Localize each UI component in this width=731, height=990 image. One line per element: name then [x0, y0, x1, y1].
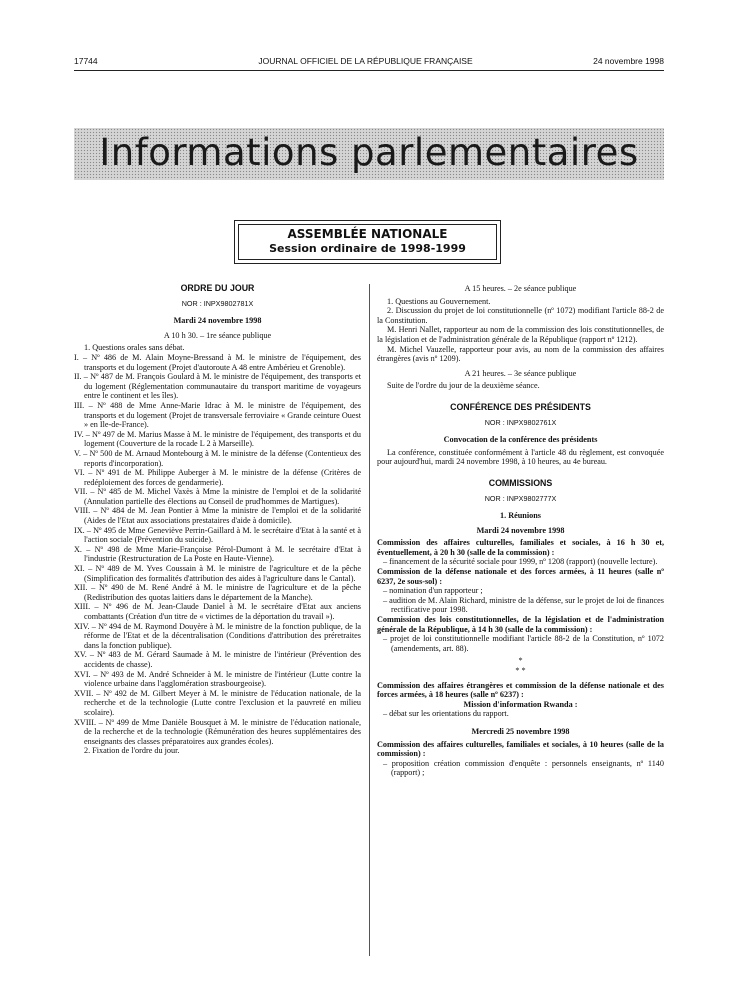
commissions-heading: COMMISSIONS — [488, 477, 553, 488]
list-item: XI. – Nº 489 de M. Yves Coussain à M. le ministre de l'agriculture et de la pêche (Simplification des formalités d'attribution des aides à l'agriculture dans le Cantal). — [74, 564, 361, 583]
section-banner — [74, 128, 664, 180]
conference-subheading: Convocation de la conférence des présidents — [443, 435, 598, 445]
list-item: II. – Nº 487 de M. François Goulard à M. le ministre de l'équipement, des transports et du logement (Réglementation communautaire du transport maritime de voyageurs entre le continent et les îles). — [74, 372, 361, 401]
commission-title: Commission des affaires étrangères et commission de la défense nationale et des forces armées, à 18 heures (salle nº 6237) : — [377, 680, 664, 700]
commissions-nor: NOR : INPX9802777X — [484, 493, 557, 503]
list-item: IV. – Nº 497 de M. Marius Masse à M. le ministre de l'équipement, des transports et du logement (Couverture de la rocade L 2 à Marseille). — [74, 429, 361, 449]
list-item: III. – Nº 488 de Mme Anne-Marie Idrac à M. le ministre de l'équipement, des transports et du logement (Projet de transversale ferroviaire « Grande ceinture Ouest » en Ile-de-France). — [74, 400, 361, 430]
list-item: XVII. – Nº 492 de M. Gilbert Meyer à M. le ministre de l'éducation nationale, de la recherche et de la technologie (Lutte contre l'exclusion et la pauvreté en milieu scolaire). — [74, 688, 361, 717]
list-item: VII. – Nº 485 de M. Michel Vaxès à Mme la ministre de l'emploi et de la solidarité (Annulation partielle des élections au Conseil de prud'hommes de Martigues). — [74, 487, 361, 506]
list-item: 1. Questions au Gouvernement. — [387, 296, 491, 306]
conference-text: La conférence, constituée conformément à l'article 48 du règlement, est convoquée pour aujourd'hui, mardi 24 novembre 1998, à 10 heures, au 4e bureau. — [377, 447, 664, 467]
list-item: M. Michel Vauzelle, rapporteur pour avis, au nom de la commission des affaires étrangères (avis nº 1209). — [377, 344, 664, 364]
list-item: 2. Discussion du projet de loi constitutionnelle (nº 1072) modifiant l'article 88-2 de la Constitution. — [377, 306, 664, 325]
list-item: VI. – Nº 491 de M. Philippe Auberger à M. le ministre de la défense (Critères de redéploiement des forces de gendarmerie). — [74, 468, 361, 487]
commission-title: Commission des affaires culturelles, familiales et sociales, à 10 heures (salle de la commission) : — [377, 739, 664, 759]
chamber-box — [234, 220, 501, 264]
banner-title: Informations parlementaires — [99, 131, 639, 174]
session-3-heading: A 21 heures. – 3e séance publique — [464, 368, 577, 378]
list-item: – débat sur les orientations du rapport. — [383, 709, 509, 719]
list-item: XIV. – Nº 494 de M. Raymond Douyère à M. le ministre de la fonction publique, de la réforme de l'Etat et de la décentralisation (Conditions d'attribution des préretraites dans la fonction publique). — [74, 621, 361, 650]
session-3-text: Suite de l'ordre du jour de la deuxième séance. — [387, 381, 540, 391]
right-column — [377, 284, 664, 778]
agenda-item-1: 1. Questions orales sans débat. — [84, 343, 185, 353]
meetings-date-1: Mardi 24 novembre 1998 — [476, 525, 565, 535]
list-item: XV. – Nº 483 de M. Gérard Saumade à M. le ministre de l'intérieur (Prévention des accidents de chasse). — [74, 650, 361, 669]
list-item: – financement de la sécurité sociale pour 1999, nº 1208 (rapport) (nouvelle lecture). — [383, 557, 658, 567]
commission-title: Commission de la défense nationale et des forces armées, à 11 heures (salle nº 6237, 2e sous-sol) : — [377, 567, 664, 586]
conference-heading: CONFÉRENCE DES PRÉSIDENTS — [450, 401, 591, 412]
list-item: XVIII. – Nº 499 de Mme Danièle Bousquet à M. le ministre de l'éducation nationale, de la recherche et de la technologie (Rémunération des heures supplémentaires des enseignants des classes préparatoires aux grandes écoles). — [74, 717, 361, 746]
page-number: 17744 — [74, 56, 98, 66]
agenda-nor: NOR : INPX9802781X — [181, 298, 254, 308]
meetings-date-2: Mercredi 25 novembre 1998 — [471, 726, 570, 736]
conference-nor: NOR : INPX9802761X — [484, 417, 557, 427]
list-item: – audition de M. Alain Richard, ministre de la défense, sur le projet de loi de finances rectificative pour 1998. — [383, 595, 664, 615]
chamber-name: ASSEMBLÉE NATIONALE — [287, 227, 448, 241]
session-name: Session ordinaire de 1998-1999 — [269, 242, 466, 255]
list-item: XII. – Nº 490 de M. René André à M. le ministre de l'agriculture et de la pêche (Redistribution des quotas laitiers dans le département de la Manche). — [74, 583, 361, 602]
session-2-heading: A 15 heures. – 2e séance publique — [464, 284, 577, 293]
list-item: I. – Nº 486 de M. Alain Moyne-Bressand à M. le ministre de l'équipement, des transports et du logement (Projet d'autoroute A 48 entre Ambérieu et Grenoble). — [74, 352, 361, 372]
page-header — [0, 56, 731, 70]
list-item: VIII. – Nº 484 de M. Jean Pontier à Mme la ministre de l'emploi et de la solidarité (Aides de l'Etat aux associations prestataires d'aide à domicile). — [74, 506, 361, 526]
issue-date: 24 novembre 1998 — [593, 56, 664, 66]
list-item: X. – Nº 498 de Mme Marie-Françoise Pérol-Dumont à M. le secrétaire d'Etat à l'industrie (Restructuration de La Poste en Haute-Vienne). — [74, 544, 361, 564]
mission-title: Mission d'information Rwanda : — [463, 699, 578, 709]
commission-title: Commission des affaires culturelles, familiales et sociales, à 16 h 30 et, éventuellement, à 20 h 30 (salle de la commission) : — [377, 538, 664, 557]
list-item: – nomination d'un rapporteur ; — [383, 586, 483, 596]
list-item: IX. – Nº 495 de Mme Geneviève Perrin-Gaillard à M. le secrétaire d'Etat à la santé et à l'action sociale (Prévention du suicide). — [74, 525, 361, 545]
commission-title: Commission des lois constitutionnelles, de la législation et de l'administration générale de la République, à 14 h 30 (salle de la commission) : — [377, 615, 664, 634]
list-item: – projet de loi constitutionnelle modifiant l'article 88-2 de la Constitution, nº 1072 (amendements, art. 88). — [383, 634, 664, 653]
agenda-heading: ORDRE DU JOUR — [180, 283, 255, 293]
list-item: M. Henri Nallet, rapporteur au nom de la commission des lois constitutionnelles, de la législation et de l'administration générale de la République (rapport nº 1212). — [377, 325, 664, 344]
separator-stars-top: * — [518, 656, 523, 666]
left-column — [74, 284, 361, 756]
list-item: XIII. – Nº 496 de M. Jean-Claude Daniel à M. le secrétaire d'Etat aux anciens combattants (Création d'un titre de « victimes de la déportation du travail »). — [74, 602, 361, 621]
agenda-date: Mardi 24 novembre 1998 — [173, 316, 262, 326]
column-separator — [369, 284, 370, 956]
list-item: XVI. – Nº 493 de M. André Schneider à M. le ministre de l'intérieur (Lutte contre la violence urbaine dans l'agglomération strasbourgeoise). — [74, 669, 361, 689]
header-rule — [74, 70, 664, 71]
journal-title: JOURNAL OFFICIEL DE LA RÉPUBLIQUE FRANÇAISE — [258, 56, 473, 66]
agenda-item-2: 2. Fixation de l'ordre du jour. — [84, 746, 180, 756]
oral-questions-list — [74, 353, 361, 746]
session-1-heading: A 10 h 30. – 1re séance publique — [163, 330, 272, 340]
separator-stars-bottom: * * — [515, 666, 526, 675]
list-item: – proposition création commission d'enquête : personnels enseignants, nº 1140 (rapport) ; — [383, 758, 664, 778]
list-item: V. – Nº 500 de M. Arnaud Montebourg à M. le ministre de la défense (Contentieux des reports d'incorporation). — [74, 448, 361, 468]
meetings-subheading: 1. Réunions — [500, 511, 541, 521]
